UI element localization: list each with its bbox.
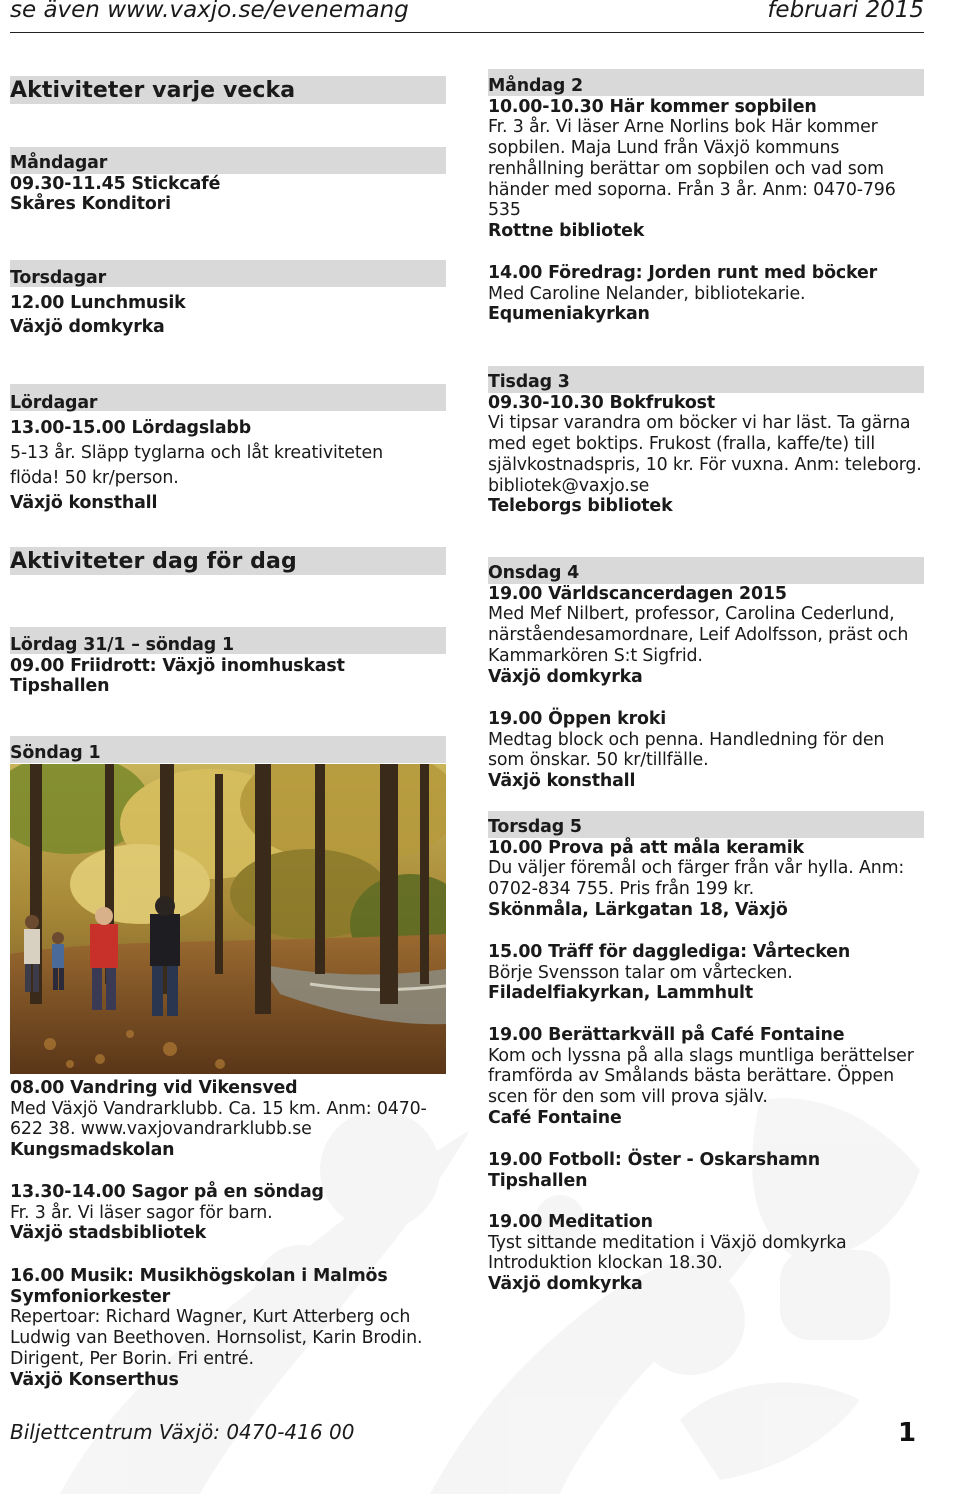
event-lecture — [488, 263, 924, 325]
event-place: Teleborgs bibliotek — [488, 496, 673, 517]
page-number: 1 — [898, 1418, 917, 1448]
event-desc: Ludwig van Beethoven. Hornsolist, Karin Brodin. — [10, 1328, 423, 1349]
event-place: Växjö konsthall — [10, 493, 158, 513]
event-desc: Dirigent, Per Borin. Fri entré. — [10, 1348, 254, 1369]
event-place: Skönmåla, Lärkgatan 18, Växjö — [488, 899, 788, 920]
event-place: Kungsmadskolan — [10, 1140, 175, 1161]
event-title: 13.00-15.00 Lördagslabb — [10, 418, 252, 438]
event-desc: Medtag block och penna. Handledning för den — [488, 729, 885, 750]
event-title: 14.00 Föredrag: Jorden runt med böcker — [488, 263, 878, 283]
event-place: Växjö domkyrka — [488, 1274, 643, 1295]
weekly-section-title: Aktiviteter varje vecka — [10, 76, 446, 104]
event-desc: Introduktion klockan 18.30. — [488, 1253, 723, 1274]
event-desc: bibliotek@vaxjo.se — [488, 475, 650, 496]
event-desc: Repertoar: Richard Wagner, Kurt Atterberg och — [10, 1307, 411, 1328]
forest-hike-photo — [10, 764, 446, 1074]
event-desc: renhållning berättar om sopbilen och vad som — [488, 158, 884, 179]
day-label: Måndagar — [10, 153, 108, 173]
event-title: 19.00 Berättarkväll på Café Fontaine — [488, 1025, 845, 1045]
event-place: Rottne bibliotek — [488, 220, 645, 241]
event-meditation — [488, 1212, 924, 1295]
event-desc: Kammarkören S:t Sigfrid. — [488, 645, 703, 666]
ticket-office-info: Biljettcentrum Växjö: 0470-416 00 — [10, 1420, 355, 1444]
event-seniors-meeting — [488, 942, 924, 1004]
event-desc: 0702-834 755. Pris från 199 kr. — [488, 879, 754, 900]
day-label: Söndag 1 — [10, 743, 101, 763]
event-tuesday-3 — [488, 372, 924, 517]
event-desc: Med Caroline Nelander, bibliotekarie. — [488, 283, 806, 304]
header-date: februari 2015 — [767, 0, 924, 23]
event-kroki — [488, 709, 924, 792]
event-desc: Fr. 3 år. Vi läser Arne Norlins bok Här kommer — [488, 117, 878, 138]
event-storytelling — [488, 1025, 924, 1129]
event-desc: flöda! 50 kr/person. — [10, 468, 179, 488]
event-title: 15.00 Träff för dagglediga: Vårtecken — [488, 942, 851, 962]
event-monday-2 — [488, 76, 924, 242]
day-label: Tisdag 3 — [488, 372, 570, 392]
event-desc: 622 38. www.vaxjovandrarklubb.se — [10, 1119, 312, 1140]
event-title: 09.00 Friidrott: Växjö inomhuskast — [10, 655, 345, 676]
event-desc: 5-13 år. Släpp tyglarna och låt kreativiteten — [10, 443, 383, 463]
event-desc: med eget boktips. Frukost (fralla, kaffe/te) till — [488, 434, 876, 455]
event-title: 10.00-10.30 Här kommer sopbilen — [488, 96, 817, 117]
event-title: 19.00 Fotboll: Öster - Oskarshamn — [488, 1150, 821, 1170]
event-football — [488, 1150, 924, 1191]
event-desc: sopbilen. Maja Lund från Växjö kommuns — [488, 138, 840, 159]
day-label: Torsdagar — [10, 268, 107, 288]
event-title: 09.30-10.30 Bokfrukost — [488, 392, 715, 413]
header-rule — [10, 32, 924, 33]
day-label: Lördagar — [10, 393, 98, 413]
event-title: Symfoniorkester — [10, 1286, 171, 1307]
event-desc: Börje Svensson talar om vårtecken. — [488, 962, 793, 983]
event-desc: Med Växjö Vandrarklubb. Ca. 15 km. Anm: 0470- — [10, 1098, 427, 1119]
event-tales — [10, 1182, 446, 1244]
event-place: Växjö domkyrka — [10, 317, 165, 337]
day-label: Lördag 31/1 – söndag 1 — [10, 635, 234, 655]
event-saturday-31 — [10, 635, 446, 697]
event-desc: framförda av Smålands bästa berättare. Öppen — [488, 1066, 894, 1087]
event-title: 09.30-11.45 Stickcafé — [10, 173, 221, 194]
event-desc: Fr. 3 år. Vi läser sagor för barn. — [10, 1202, 273, 1223]
event-place: Filadelfiakyrkan, Lammhult — [488, 983, 754, 1004]
event-desc: händer med soporna. Från 3 år. Anm: 0470-796 — [488, 179, 896, 200]
event-place: Växjö stadsbibliotek — [10, 1223, 207, 1244]
event-sunday-1 — [10, 743, 446, 764]
event-place: Café Fontaine — [488, 1107, 622, 1128]
event-place: Skåres Konditori — [10, 194, 171, 215]
event-desc: som önskar. 50 kr/tillfälle. — [488, 750, 709, 771]
day-label: Torsdag 5 — [488, 817, 582, 837]
event-saturdays — [10, 391, 446, 516]
event-title: 16.00 Musik: Musikhögskolan i Malmös — [10, 1266, 388, 1286]
event-thursday-5 — [488, 817, 924, 921]
event-desc: Vi tipsar varandra om böcker vi har läst. Ta gärna — [488, 413, 911, 434]
day-label: Måndag 2 — [488, 76, 584, 96]
day-label: Onsdag 4 — [488, 563, 580, 583]
daily-section-title: Aktiviteter dag för dag — [10, 547, 446, 575]
event-hike — [10, 1078, 446, 1161]
event-wednesday-4 — [488, 563, 924, 687]
event-desc: Kom och lyssna på alla slags muntliga berättelser — [488, 1045, 914, 1066]
event-desc: Du väljer föremål och färger från vår hylla. Anm: — [488, 858, 905, 879]
event-place: Växjö konsthall — [488, 771, 636, 792]
event-place: Equmeniakyrkan — [488, 304, 650, 325]
event-title: 10.00 Prova på att måla keramik — [488, 837, 804, 858]
event-thursdays — [10, 266, 446, 340]
event-title: 12.00 Lunchmusik — [10, 292, 186, 313]
event-place: Tipshallen — [10, 676, 110, 697]
event-place: Växjö domkyrka — [488, 666, 643, 687]
event-mondays — [10, 153, 446, 215]
event-title: 13.30-14.00 Sagor på en söndag — [10, 1182, 324, 1202]
event-desc: självkostnadspris, 10 kr. För vuxna. Anm: teleborg. — [488, 454, 922, 475]
event-place: Tipshallen — [488, 1170, 588, 1191]
event-desc: scen för den som vill prova själv. — [488, 1087, 768, 1108]
event-desc: Med Mef Nilbert, professor, Carolina Cederlund, — [488, 604, 895, 625]
event-title: 08.00 Vandring vid Vikensved — [10, 1078, 298, 1098]
event-title: 19.00 Världscancerdagen 2015 — [488, 583, 787, 604]
event-title: 19.00 Öppen kroki — [488, 709, 667, 729]
event-title: 19.00 Meditation — [488, 1212, 653, 1232]
event-desc: 535 — [488, 200, 521, 221]
event-music — [10, 1266, 446, 1390]
event-place: Växjö Konserthus — [10, 1369, 179, 1390]
event-desc: Tyst sittande meditation i Växjö domkyrka — [488, 1232, 847, 1253]
header-url: se även www.vaxjo.se/evenemang — [10, 0, 409, 23]
event-desc: närståendesamordnare, Leif Adolfsson, präst och — [488, 625, 909, 646]
